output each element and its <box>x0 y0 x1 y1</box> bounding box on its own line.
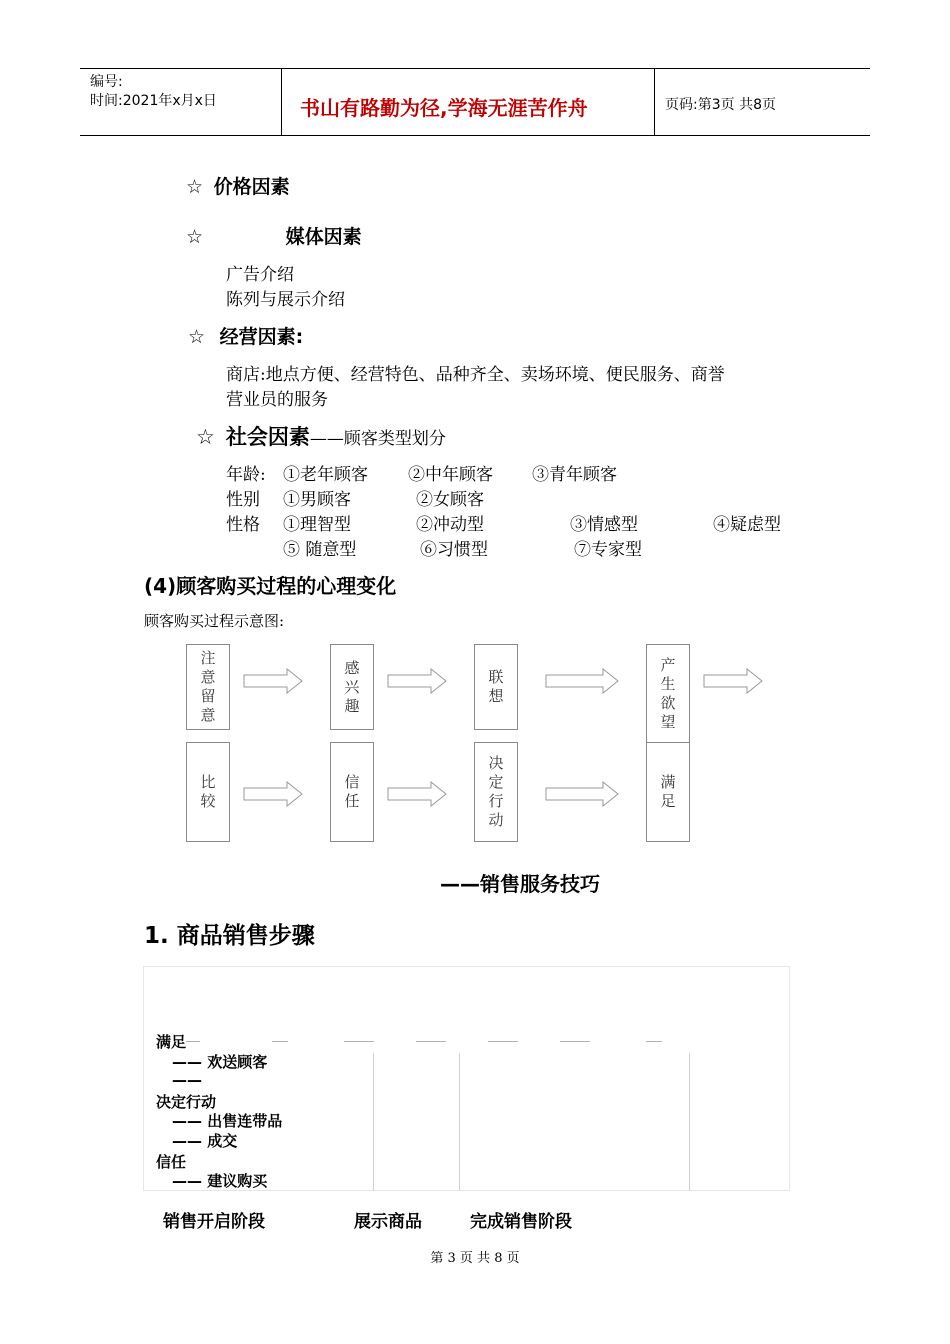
panel-tick <box>186 1041 200 1042</box>
panel-tick <box>646 1041 662 1042</box>
age-label: 年龄: <box>226 465 266 485</box>
stage-closing: 完成销售阶段 <box>470 1212 572 1232</box>
flow-box-text: 满足 <box>660 773 676 810</box>
business-factor-label: 经营因素: <box>219 326 304 348</box>
flow-box-label <box>661 773 676 811</box>
media-factor-label: 媒体因素 <box>285 226 362 248</box>
flow-box-label <box>489 754 504 830</box>
business-detail-line: 营业员的服务 <box>226 390 328 410</box>
right-arrow-icon <box>243 668 303 694</box>
doc-date-label: 时间:2021年x月x日 <box>90 93 217 109</box>
personality-item: ①理智型 <box>283 515 351 535</box>
sales-steps-heading: 1. 商品销售步骤 <box>144 923 315 949</box>
flow-box-satisfy <box>646 742 690 842</box>
page-footer <box>0 1247 950 1266</box>
flow-box-label <box>345 773 360 811</box>
star-icon: ☆ <box>196 425 215 449</box>
age-item: ③青年顾客 <box>532 465 617 485</box>
flow-box-interest <box>330 644 374 730</box>
header-page-label: 页码:第3页 共8页 <box>665 97 776 113</box>
step-satisfy: 满足 <box>156 1033 187 1051</box>
social-factor-subtitle: ——顾客类型划分 <box>309 429 446 449</box>
panel-tick <box>272 1041 288 1042</box>
right-arrow-icon <box>387 668 447 694</box>
price-factor-heading <box>186 172 290 199</box>
social-factor-label: 社会因素 <box>225 425 310 449</box>
flow-box-text: 比较 <box>200 773 216 810</box>
flow-box-association <box>474 644 518 730</box>
sales-steps-panel <box>143 966 790 1191</box>
media-item: 陈列与展示介绍 <box>226 290 345 310</box>
flow-box-label <box>489 668 504 706</box>
stage-opening: 销售开启阶段 <box>163 1212 265 1232</box>
header-divider <box>654 68 655 136</box>
social-factor-heading <box>196 421 446 451</box>
step-upsell: —— 出售连带品 <box>172 1112 283 1130</box>
process-heading: (4)顾客购买过程的心理变化 <box>144 574 397 598</box>
flow-box-text: 决定行动 <box>488 754 504 829</box>
star-icon: ☆ <box>186 226 204 248</box>
doc-number-label: 编号: <box>90 74 123 90</box>
step-decide: 决定行动 <box>156 1093 217 1111</box>
header-motto: 书山有路勤为径,学海无涯苦作舟 <box>300 96 588 120</box>
flow-box-text: 联想 <box>488 668 504 705</box>
flow-box-attention <box>186 644 230 730</box>
flow-box-label <box>201 649 216 725</box>
flow-box-desire <box>646 644 690 743</box>
personality-item: ⑥习惯型 <box>420 540 488 560</box>
step-close-deal: —— 成交 <box>172 1132 238 1150</box>
gender-label: 性别 <box>226 490 260 510</box>
business-factor-heading <box>188 322 303 349</box>
flow-box-trust <box>330 742 374 842</box>
panel-divider <box>459 1053 460 1191</box>
flow-box-compare <box>186 742 230 842</box>
personality-item: ④疑虑型 <box>713 515 781 535</box>
right-arrow-icon <box>703 668 763 694</box>
media-item: 广告介绍 <box>226 265 294 285</box>
media-factor-heading <box>186 222 362 249</box>
age-item: ②中年顾客 <box>408 465 493 485</box>
panel-tick <box>488 1041 518 1042</box>
personality-item: ⑤ 随意型 <box>283 540 357 560</box>
stage-display: 展示商品 <box>354 1212 422 1232</box>
business-detail-line: 商店:地点方便、经营特色、品种齐全、卖场环境、便民服务、商誉 <box>226 365 725 385</box>
flow-box-text: 产生欲望 <box>660 655 676 731</box>
flow-box-text: 注意留意 <box>200 649 216 724</box>
footer-page-number: 第 3 页 共 8 页 <box>430 1251 520 1266</box>
personality-item: ②冲动型 <box>416 515 484 535</box>
process-caption: 顾客购买过程示意图: <box>144 612 285 630</box>
header-top-rule <box>80 68 870 69</box>
flow-box-label <box>661 656 676 732</box>
right-arrow-icon <box>243 781 303 807</box>
step-trust: 信任 <box>156 1153 187 1171</box>
right-arrow-icon <box>387 781 447 807</box>
panel-tick <box>344 1041 374 1042</box>
gender-item: ②女顾客 <box>416 490 484 510</box>
step-dash: —— <box>172 1071 202 1089</box>
right-arrow-icon <box>545 668 619 694</box>
star-icon: ☆ <box>186 176 204 198</box>
star-icon: ☆ <box>188 326 206 348</box>
personality-item: ⑦专家型 <box>574 540 642 560</box>
header-divider <box>281 68 282 136</box>
flow-box-text: 感兴趣 <box>344 658 360 715</box>
sales-techniques-title: ——销售服务技巧 <box>440 872 600 896</box>
age-item: ①老年顾客 <box>283 465 368 485</box>
panel-divider <box>689 1053 690 1191</box>
flow-box-decide <box>474 742 518 842</box>
right-arrow-icon <box>545 781 619 807</box>
price-factor-label: 价格因素 <box>213 176 290 198</box>
step-suggest: —— 建议购买 <box>172 1172 268 1190</box>
flow-box-label <box>201 773 216 811</box>
panel-tick <box>560 1041 590 1042</box>
personality-label: 性格 <box>226 515 260 535</box>
panel-divider <box>373 1053 374 1191</box>
header-bottom-rule <box>80 135 870 136</box>
panel-tick <box>416 1041 446 1042</box>
personality-item: ③情感型 <box>570 515 638 535</box>
gender-item: ①男顾客 <box>283 490 351 510</box>
flow-box-text: 信任 <box>344 773 360 810</box>
flow-box-label <box>345 659 360 716</box>
step-farewell: —— 欢送顾客 <box>172 1053 268 1071</box>
